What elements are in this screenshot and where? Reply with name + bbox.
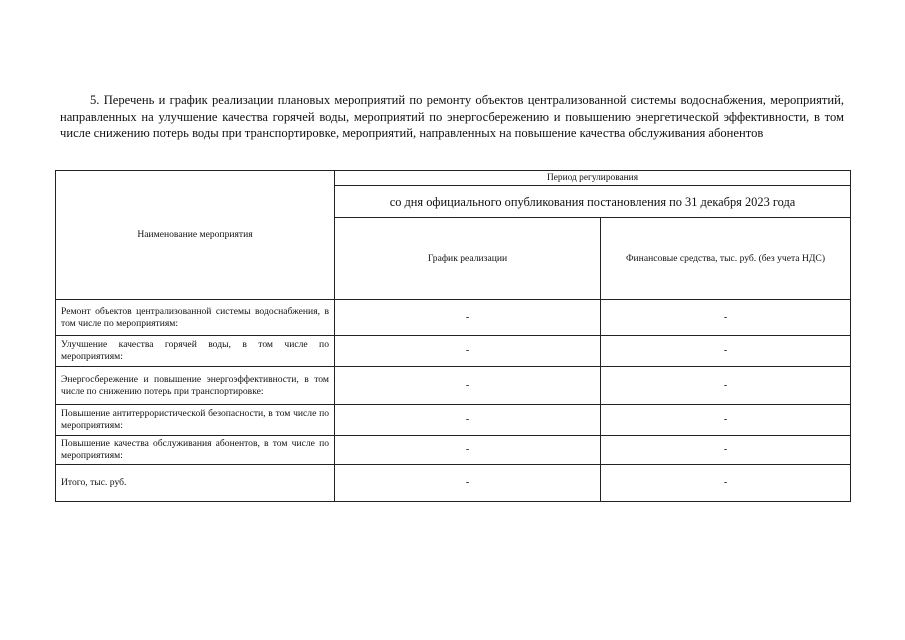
table-row [56, 405, 851, 436]
table-row [56, 436, 851, 465]
row-schedule: - [335, 405, 601, 436]
section-heading: 5. Перечень и график реализации плановых мероприятий по ремонту объектов централизованной системы водоснабжения, мероприятий, направленных на улучшение качества горячей воды, мероприятий по энергосбережению и повышению энергетической эффективности, в том числе снижению потерь воды при транспортировке, мероприятий, направленных на повышение качества обслуживания абонентов [60, 93, 844, 140]
table-row [56, 336, 851, 367]
table-row-total [56, 465, 851, 502]
period-header: Период регулирования [335, 171, 851, 186]
row-name: Итого, тыс. руб. [56, 465, 335, 502]
col-schedule-header: График реализации [335, 218, 601, 300]
row-schedule: - [335, 465, 601, 502]
row-finance: - [601, 465, 851, 502]
row-finance: - [601, 436, 851, 465]
row-finance: - [601, 300, 851, 336]
row-finance: - [601, 336, 851, 367]
col-name-header: Наименование мероприятия [56, 171, 335, 300]
row-name: Улучшение качества горячей воды, в том числе по мероприятиям: [56, 336, 335, 367]
row-schedule: - [335, 336, 601, 367]
row-schedule: - [335, 367, 601, 405]
row-name: Повышение антитеррористической безопасности, в том числе по мероприятиям: [56, 405, 335, 436]
row-schedule: - [335, 436, 601, 465]
table-row [56, 367, 851, 405]
row-name: Ремонт объектов централизованной системы водоснабжения, в том числе по мероприятиям: [56, 300, 335, 336]
col-finance-header: Финансовые средства, тыс. руб. (без учета НДС) [601, 218, 851, 300]
row-schedule: - [335, 300, 601, 336]
row-finance: - [601, 405, 851, 436]
row-finance: - [601, 367, 851, 405]
row-name: Энергосбережение и повышение энергоэффективности, в том числе по снижению потерь при транспортировке: [56, 367, 335, 405]
row-name: Повышение качества обслуживания абонентов, в том числе по мероприятиям: [56, 436, 335, 465]
table-row [56, 300, 851, 336]
period-value: со дня официального опубликования постановления по 31 декабря 2023 года [335, 186, 851, 218]
activities-table [55, 170, 851, 502]
